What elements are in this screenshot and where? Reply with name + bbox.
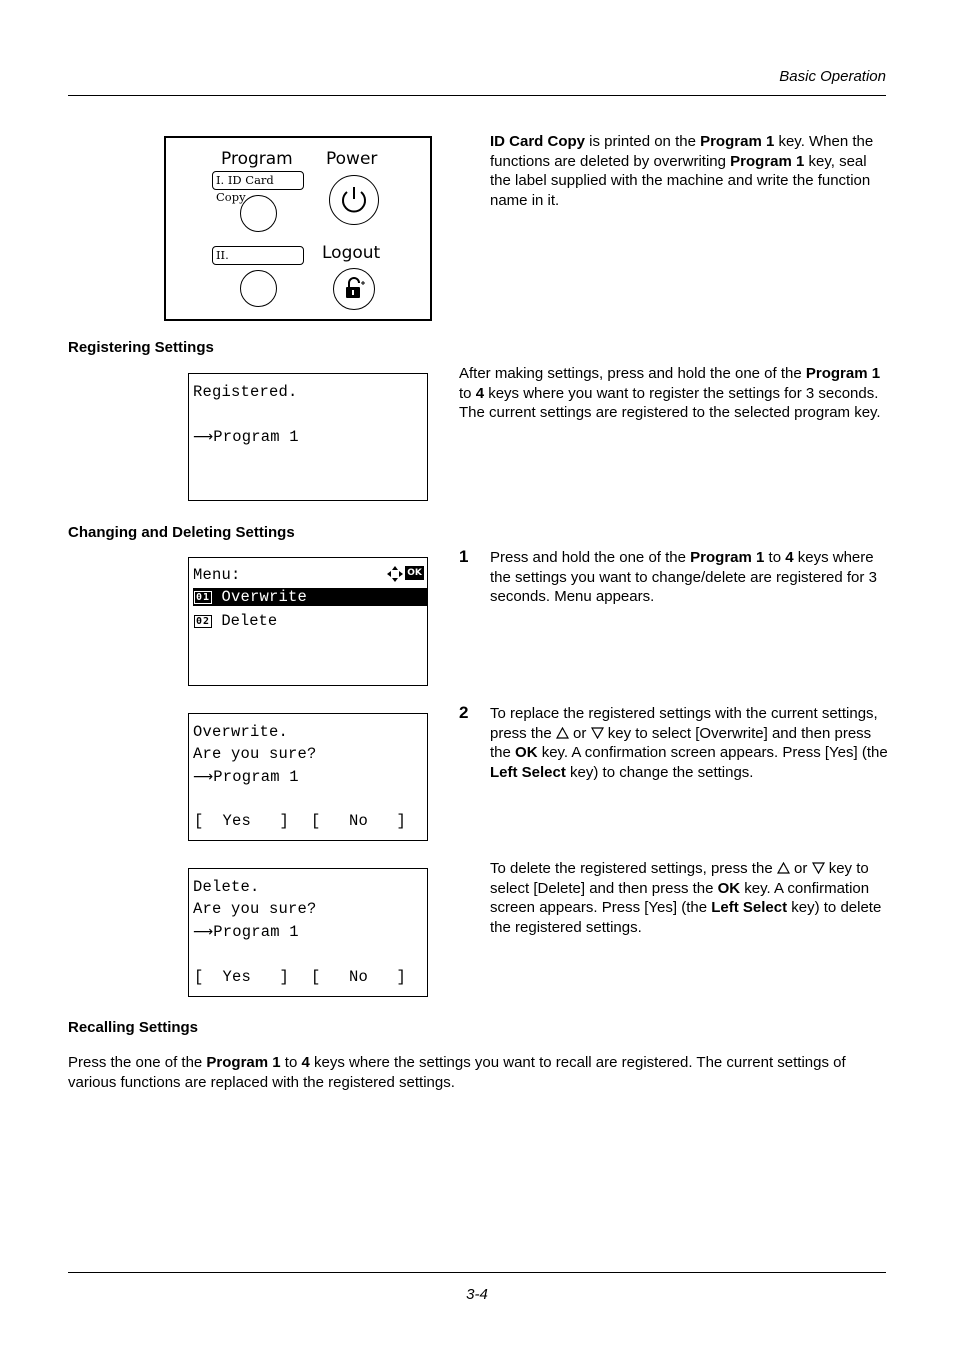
footer-rule: [68, 1272, 886, 1273]
power-icon: [330, 176, 378, 224]
page-number: 3-4: [466, 1286, 488, 1303]
changing-deleting-title: Changing and Deleting Settings: [68, 524, 295, 541]
four-way-arrow-icon: [386, 565, 404, 583]
ok-badge-icon: OK: [405, 566, 424, 580]
item-number-icon: 01: [195, 592, 211, 603]
registered-lcd-screen: [188, 373, 428, 501]
arrow-right-icon: ⟶: [193, 769, 214, 785]
lcd-line: Registered.: [193, 383, 298, 401]
down-triangle-icon: [812, 862, 825, 874]
delete-confirm-lcd: [188, 868, 428, 997]
lcd-line: Are you sure?: [193, 745, 317, 763]
arrow-right-icon: ⟶: [193, 429, 214, 445]
page-header-title: Basic Operation: [779, 68, 886, 85]
logout-key[interactable]: [333, 268, 375, 310]
unlock-icon: [334, 269, 374, 309]
menu-item-overwrite[interactable]: 01 Overwrite: [193, 588, 427, 606]
lcd-line: Overwrite.: [193, 723, 289, 741]
recalling-settings-title: Recalling Settings: [68, 1019, 199, 1036]
program-key-2[interactable]: [240, 270, 277, 307]
program-key-1[interactable]: [240, 195, 277, 232]
up-triangle-icon: [777, 862, 790, 874]
step-2-paragraph: To replace the registered settings with the current settings, press the or key to select [Overwrite] and then press the OK key. A confirmation screen appears. Press [Yes] (the Left Select key) to change the settings.: [490, 705, 888, 781]
registering-paragraph: After making settings, press and hold the one of the Program 1 to 4 keys where you want to register the settings for 3 seconds. The current settings are registered to the selected program key.: [459, 365, 881, 421]
menu-item-delete[interactable]: 02 Delete: [195, 612, 278, 630]
lcd-line: ⟶Program 1: [193, 768, 299, 786]
header-rule: [68, 95, 886, 96]
step-1-paragraph: Press and hold the one of the Program 1 to 4 keys where the settings you want to change/delete are registered for 3 seconds. Menu appears.: [490, 549, 877, 605]
delete-paragraph: To delete the registered settings, press the or key to select [Delete] and then press the OK key. A confirmation screen appears. Press [Yes] (the Left Select key) to delete the registered settings.: [490, 860, 882, 936]
yes-softkey[interactable]: [ Yes ]: [194, 968, 290, 986]
menu-lcd-screen: [188, 557, 428, 686]
no-softkey[interactable]: [ No ]: [311, 812, 407, 830]
intro-paragraph: ID Card Copy is printed on the Program 1 key. When the functions are deleted by overwriting Program 1 key, seal the label supplied with the machine and write the function name in it.: [490, 133, 874, 209]
operation-panel-illustration: [164, 136, 432, 321]
item-number-icon: 02: [195, 616, 211, 627]
up-triangle-icon: [556, 727, 569, 739]
program-key-1-tag: I. ID Card Copy: [212, 171, 304, 190]
step-number-1: 1: [459, 547, 469, 566]
menu-title: Menu:: [193, 566, 241, 584]
registering-settings-title: Registering Settings: [68, 339, 214, 356]
no-softkey[interactable]: [ No ]: [311, 968, 407, 986]
down-triangle-icon: [591, 727, 604, 739]
program-label: Program: [221, 149, 293, 169]
arrow-right-icon: ⟶: [193, 924, 214, 940]
overwrite-confirm-lcd: [188, 713, 428, 841]
step-number-2: 2: [459, 703, 469, 722]
yes-softkey[interactable]: [ Yes ]: [194, 812, 290, 830]
lcd-line: Are you sure?: [193, 900, 317, 918]
lcd-line: ⟶Program 1: [193, 428, 299, 446]
program-key-2-tag: II.: [212, 246, 304, 265]
recalling-paragraph: Press the one of the Program 1 to 4 keys where the settings you want to recall are registered. The current settings of various functions are replaced with the registered settings.: [68, 1054, 846, 1091]
lcd-line: ⟶Program 1: [193, 923, 299, 941]
lcd-line: Delete.: [193, 878, 260, 896]
power-label: Power: [326, 149, 378, 169]
logout-label: Logout: [322, 243, 381, 263]
power-key[interactable]: [329, 175, 379, 225]
